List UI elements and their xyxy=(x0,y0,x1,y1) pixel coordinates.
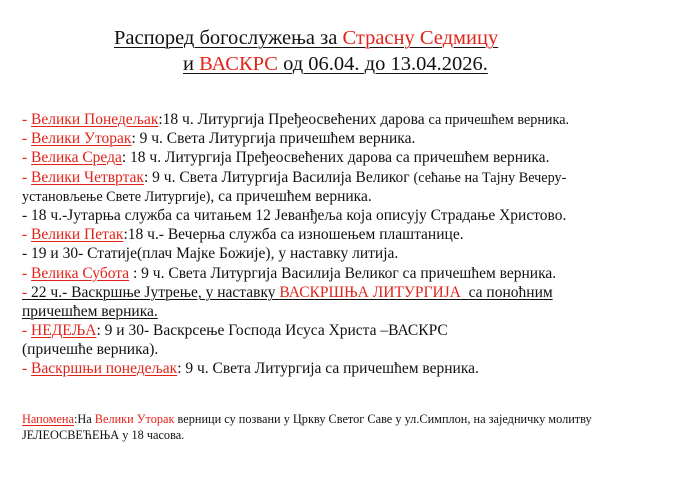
row-text: 19 и 30- Статије(плач Мајке Божије), у наставку литија. xyxy=(31,245,399,263)
bullet-dash: - xyxy=(22,206,32,224)
day-name: НЕДЕЉА xyxy=(31,322,97,340)
schedule-row-matins-gospels xyxy=(22,206,569,225)
row-text: :18 ч.- Вечерња служба са изношењем плаштанице. xyxy=(123,226,464,244)
schedule-row-lamentations xyxy=(22,244,569,263)
schedule-title-line2 xyxy=(183,52,488,76)
title-prefix: Распоред богослужења за xyxy=(114,27,343,49)
title-easter: ВАСКРС xyxy=(199,53,278,75)
day-name: Велика Среда xyxy=(31,149,122,167)
schedule-row-great-thursday-cont xyxy=(22,187,569,206)
schedule-title-line1 xyxy=(114,26,498,50)
bullet-dash: - xyxy=(22,226,32,244)
title-and: и xyxy=(183,53,200,75)
day-name: Васкршњи понедељак xyxy=(31,360,178,378)
day-name: Велики Понедељак xyxy=(31,111,159,128)
row-text: : 9 ч. Света Литургија са причешћем верника. xyxy=(177,360,479,378)
row-text-small: (сећање на Тајну Вечеру- xyxy=(413,169,567,186)
row-text: : 9 ч. Света Литургија Василија Великог xyxy=(143,168,414,186)
footnote xyxy=(22,412,592,443)
note-label: Напомена xyxy=(22,412,74,426)
row-text-small: са причешћем верника. xyxy=(428,112,570,128)
schedule-row-great-monday xyxy=(22,110,569,129)
paschal-liturgy: ВАСКРШЊА ЛИТУРГИЈА xyxy=(279,283,461,301)
schedule-row-paschal-matins xyxy=(22,283,569,302)
bullet-dash: - xyxy=(22,149,32,167)
row-text: 22 ч.- Васкршње Јутрење, у наставку xyxy=(31,283,280,301)
day-name: Велики Уторак xyxy=(31,130,132,148)
schedule-row-great-thursday xyxy=(22,168,569,187)
bullet-dash: - xyxy=(22,245,32,263)
bullet-dash: - xyxy=(22,111,32,128)
row-text-small: установљење Свете Литургије) xyxy=(22,188,211,205)
row-text: :18 ч. Литургија Пређеосвећених дарова xyxy=(158,111,429,128)
schedule-row-sunday xyxy=(22,321,569,340)
title-holy-week: Страсну Седмицу xyxy=(342,27,499,49)
day-name: Велики Петак xyxy=(31,226,124,244)
row-text: : 18 ч. Литургија Пређеосвећених дарова са причешћем верника. xyxy=(121,149,550,167)
schedule-row-great-saturday xyxy=(22,264,569,283)
row-text: : 9 ч. Света Литургија причешћем верника. xyxy=(131,130,416,148)
row-text: : 9 ч. Света Литургија Василија Великог са причешћем верника. xyxy=(129,264,557,282)
schedule-row-great-friday xyxy=(22,225,569,244)
row-text: : 9 и 30- Васкрсење Господа Исуса Христа –ВАСКРС xyxy=(96,322,448,340)
bullet-dash: - xyxy=(22,283,32,301)
row-text: 18 ч.-Јутарња служба са читањем 12 Јеванђеља која описују Страдање Христово. xyxy=(31,206,567,224)
title-dates: од 06.04. до 13.04.2026. xyxy=(277,53,488,75)
bullet-dash: - xyxy=(22,360,32,378)
note-sep: :На xyxy=(73,412,95,426)
note-text: верници су позвани у Цркву Светог Саве у ул.Симплон, на заједничку молитву xyxy=(174,412,592,426)
day-name: Велика Субота xyxy=(31,264,130,282)
row-text: , са причешћем верника. xyxy=(210,187,372,205)
schedule-list xyxy=(22,110,569,379)
row-text: причешћем верника. xyxy=(22,302,158,320)
footnote-line1 xyxy=(22,412,592,428)
schedule-row-great-tuesday xyxy=(22,129,569,148)
schedule-row-great-wednesday xyxy=(22,148,569,167)
bullet-dash: - xyxy=(22,168,32,186)
schedule-row-paschal-matins-cont xyxy=(22,302,569,321)
day-name: Велики Четвртак xyxy=(31,168,144,186)
schedule-row-easter-monday xyxy=(22,359,569,378)
footnote-line2: ЈЕЛЕОСВЕЋЕЊА у 18 часова. xyxy=(22,427,185,442)
row-text-end: са поноћним xyxy=(460,283,553,301)
bullet-dash: - xyxy=(22,130,32,148)
note-day: Велики Уторак xyxy=(94,412,175,426)
bullet-dash: - xyxy=(22,322,32,340)
row-text: (причешће верника). xyxy=(22,341,159,359)
bullet-dash: - xyxy=(22,264,32,282)
schedule-row-sunday-cont xyxy=(22,340,569,359)
